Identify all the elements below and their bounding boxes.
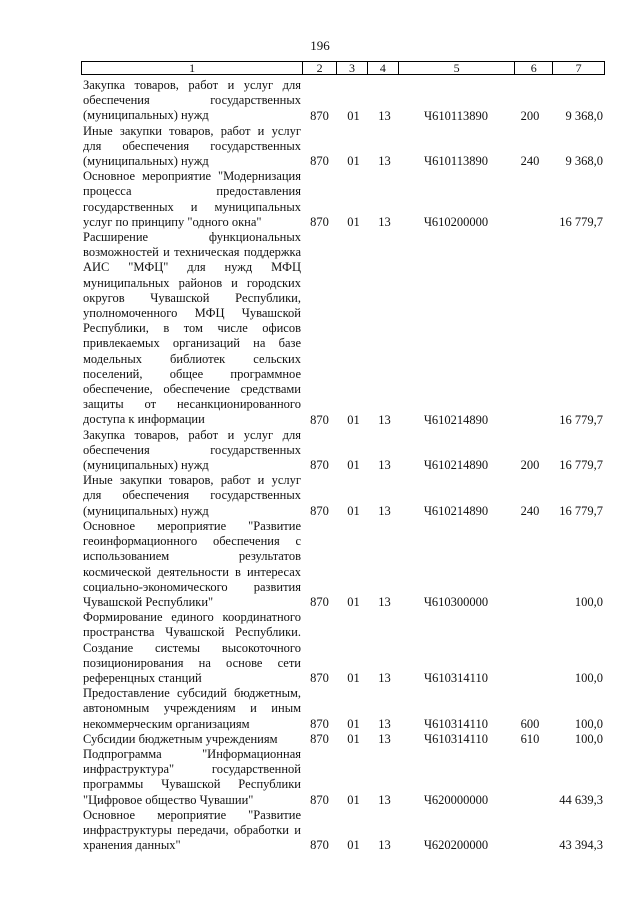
target-article-code: Ч620200000 xyxy=(423,838,489,853)
ministry-code: 870 xyxy=(310,503,329,518)
table-row xyxy=(83,169,603,230)
table-row xyxy=(83,519,603,610)
header-col-5: 5 xyxy=(399,62,516,74)
subsection-code: 13 xyxy=(378,412,391,427)
expense-type-code: 200 xyxy=(520,108,540,123)
amount: 16 779,7 xyxy=(559,215,603,230)
ministry-code: 870 xyxy=(310,108,329,123)
section-code: 01 xyxy=(347,792,360,807)
amount: 43 394,3 xyxy=(559,838,603,853)
target-article-code: Ч610113890 xyxy=(424,108,488,123)
table-row xyxy=(83,230,603,428)
table-row xyxy=(83,747,603,808)
section-code: 01 xyxy=(347,716,360,731)
row-description: Иные закупки товаров, работ и услуг для обеспечения государственных (муниципальных) нужд xyxy=(83,123,301,169)
section-code: 01 xyxy=(347,458,360,473)
target-article-code: Ч620000000 xyxy=(423,792,489,807)
page-number: 196 xyxy=(310,38,330,53)
ministry-code: 870 xyxy=(310,792,329,807)
ministry-code: 870 xyxy=(310,595,329,610)
row-description: Подпрограмма "Информационная инфраструктура" государственной программы Чувашской Республики "Цифровое общество Чувашии" xyxy=(83,746,301,807)
ministry-code: 870 xyxy=(310,671,329,686)
expense-type-code: 600 xyxy=(520,716,540,731)
subsection-code: 13 xyxy=(378,154,391,169)
amount: 16 779,7 xyxy=(559,412,603,427)
ministry-code: 870 xyxy=(310,458,329,473)
expense-type-code: 240 xyxy=(520,503,540,518)
amount: 16 779,7 xyxy=(559,458,603,473)
ministry-code: 870 xyxy=(310,731,329,746)
subsection-code: 13 xyxy=(378,215,391,230)
section-code: 01 xyxy=(347,731,360,746)
subsection-code: 13 xyxy=(378,503,391,518)
target-article-code: Ч610200000 xyxy=(423,215,489,230)
ministry-code: 870 xyxy=(310,215,329,230)
target-article-code: Ч610214890 xyxy=(423,458,489,473)
amount: 100,0 xyxy=(574,731,603,746)
section-code: 01 xyxy=(347,412,360,427)
row-description: Предоставление субсидий бюджетным, автономным учреждениям и иным некоммерческим организациям xyxy=(83,686,301,731)
table-row xyxy=(83,124,603,170)
expense-type-code: 610 xyxy=(520,731,540,746)
amount: 44 639,3 xyxy=(559,792,603,807)
subsection-code: 13 xyxy=(378,595,391,610)
section-code: 01 xyxy=(347,215,360,230)
section-code: 01 xyxy=(347,154,360,169)
header-col-3: 3 xyxy=(337,62,368,74)
subsection-code: 13 xyxy=(378,458,391,473)
subsection-code: 13 xyxy=(378,731,391,746)
target-article-code: Ч610300000 xyxy=(423,595,489,610)
target-article-code: Ч610314110 xyxy=(424,731,488,746)
subsection-code: 13 xyxy=(378,716,391,731)
section-code: 01 xyxy=(347,671,360,686)
ministry-code: 870 xyxy=(310,154,329,169)
row-description: Субсидии бюджетным учреждениям xyxy=(83,731,278,746)
header-col-2: 2 xyxy=(303,62,337,74)
table-row xyxy=(83,610,603,686)
table-row xyxy=(83,686,603,732)
section-code: 01 xyxy=(347,595,360,610)
ministry-code: 870 xyxy=(310,716,329,731)
expense-type-code: 240 xyxy=(520,154,540,169)
table-row xyxy=(83,808,603,854)
table-row xyxy=(83,78,603,124)
amount: 16 779,7 xyxy=(559,503,603,518)
row-description: Закупка товаров, работ и услуг для обеспечения государственных (муниципальных) нужд xyxy=(83,78,301,123)
header-col-4: 4 xyxy=(368,62,399,74)
row-description: Основное мероприятие "Модернизация процесса предоставления государственных и муниципальных услуг по принципу "одного окна" xyxy=(83,169,301,229)
expense-type-code: 200 xyxy=(520,458,540,473)
target-article-code: Ч610113890 xyxy=(424,154,488,169)
header-col-1: 1 xyxy=(82,62,303,74)
amount: 100,0 xyxy=(574,671,603,686)
target-article-code: Ч610314110 xyxy=(424,716,488,731)
amount: 100,0 xyxy=(574,595,603,610)
table-row xyxy=(83,428,603,474)
table-body xyxy=(83,78,603,853)
ministry-code: 870 xyxy=(310,412,329,427)
row-description: Закупка товаров, работ и услуг для обеспечения государственных (муниципальных) нужд xyxy=(83,427,301,473)
row-description: Формирование единого координатного пространства Чувашской Республики. Создание системы высокоточного позиционирования на основе сети референцных станций xyxy=(83,610,301,685)
row-description: Расширение функциональных возможностей и техническая поддержка АИС "МФЦ" для нужд МФЦ муниципальных районов и городских округов Чувашской Республики, уполномоченного МФЦ Чувашской Республики, в том числе офисов привлекаемых организаций на базе модельных библиотек сельских поселений, общее программное обеспечение, обеспечение средствами защиты от несанкционированного доступа к информации xyxy=(83,230,301,427)
section-code: 01 xyxy=(347,503,360,518)
amount: 100,0 xyxy=(574,716,603,731)
target-article-code: Ч610214890 xyxy=(423,412,489,427)
row-description: Иные закупки товаров, работ и услуг для обеспечения государственных (муниципальных) нужд xyxy=(83,473,301,518)
subsection-code: 13 xyxy=(378,792,391,807)
row-description: Основное мероприятие "Развитие геоинформационного обеспечения с использованием результатов космической деятельности в интересах социально-экономического развития Чувашской Республики" xyxy=(83,518,301,609)
header-col-7: 7 xyxy=(575,61,582,75)
subsection-code: 13 xyxy=(378,108,391,123)
table-row xyxy=(83,473,603,519)
table-row xyxy=(83,732,603,747)
target-article-code: Ч610314110 xyxy=(424,671,488,686)
subsection-code: 13 xyxy=(378,671,391,686)
section-code: 01 xyxy=(347,838,360,853)
section-code: 01 xyxy=(347,108,360,123)
ministry-code: 870 xyxy=(310,838,329,853)
amount: 9 368,0 xyxy=(565,154,603,169)
table-header xyxy=(81,61,605,75)
target-article-code: Ч610214890 xyxy=(423,503,489,518)
header-col-6: 6 xyxy=(515,62,553,74)
subsection-code: 13 xyxy=(378,838,391,853)
row-description: Основное мероприятие "Развитие инфраструктуры передачи, обработки и хранения данных" xyxy=(83,807,301,853)
amount: 9 368,0 xyxy=(565,108,603,123)
